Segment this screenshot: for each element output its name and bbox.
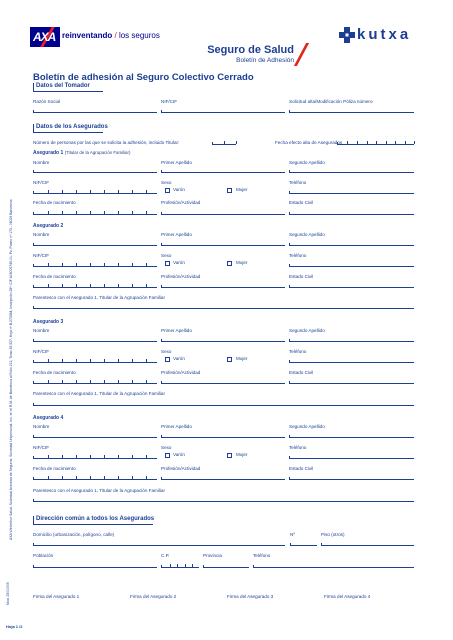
piso-field[interactable] [321, 543, 414, 546]
section-heading: Dirección común a todos los Asegurados [36, 516, 155, 522]
mujer-checkbox[interactable] [227, 188, 232, 193]
segundo-apellido-field[interactable] [289, 243, 414, 246]
label-estado-civil: Estado Civil [289, 370, 314, 375]
telefono-field[interactable] [289, 264, 414, 267]
provincia-field[interactable] [203, 565, 249, 568]
profesion-field[interactable] [161, 285, 285, 288]
slogan-bold: reinventando [62, 31, 113, 40]
label-piso: Piso (otros) [321, 532, 345, 537]
section-heading: Datos de los Asegurados [36, 124, 108, 130]
asegurado-4-heading: Asegurado 4 [33, 415, 64, 421]
label-parentesco: Parentesco con el Asegurado 1, Titular de la Agrupación Familiar [33, 391, 166, 396]
label-solicitud: Solicitud alta/Modificación Póliza número [289, 99, 373, 104]
label-razon-social: Razón Social [33, 99, 61, 104]
profesion-field[interactable] [161, 212, 285, 215]
label-telefono: Teléfono [289, 180, 307, 185]
nombre-field[interactable] [33, 243, 157, 246]
nif-field[interactable] [33, 360, 157, 363]
label-sexo: Sexo [161, 180, 172, 185]
product-subtitle: Boletín de Adhesión [236, 57, 294, 64]
solicitud-field[interactable] [289, 110, 414, 113]
firma-asegurado-2: Firma del Asegurado 2 [130, 594, 177, 599]
kutxa-wordmark: kutxa [357, 26, 412, 43]
label-telefono: Teléfono [289, 349, 307, 354]
section-heading: Datos del Tomador [36, 83, 90, 89]
asegurado-1-note: (Titular de la Agrupación Familiar) [64, 150, 131, 155]
label-segundo-apellido: Segundo Apellido [289, 424, 325, 429]
legal-sidebar [4, 100, 14, 570]
label-provincia: Provincia [203, 553, 222, 558]
primer-apellido-field[interactable] [161, 435, 285, 438]
label-nombre: Nombre [33, 328, 50, 333]
label-varon: Varón [173, 356, 185, 361]
fecha-nacimiento-field[interactable] [33, 477, 157, 480]
estado-civil-field[interactable] [289, 477, 414, 480]
label-segundo-apellido: Segundo Apellido [289, 160, 325, 165]
firma-asegurado-1: Firma del Asegurado 1 [33, 594, 80, 599]
asegurado-1-title: Asegurado 1 [33, 150, 64, 156]
fecha-nacimiento-field[interactable] [33, 285, 157, 288]
varon-checkbox[interactable] [165, 261, 170, 266]
nif-field[interactable] [33, 191, 157, 194]
label-nombre: Nombre [33, 232, 50, 237]
label-mujer: Mujer [236, 187, 248, 192]
label-primer-apellido: Primer Apellido [161, 232, 192, 237]
label-cp: C.P. [161, 553, 170, 558]
asegurado-1-heading [33, 150, 130, 156]
segundo-apellido-field[interactable] [289, 170, 414, 173]
label-fecha-nacimiento: Fecha de nacimiento [33, 274, 76, 279]
label-profesion: Profesión/Actividad [161, 200, 201, 205]
slogan-rest: los seguros [118, 31, 160, 40]
label-nif: NIF/CIF [33, 349, 50, 354]
label-numero: Nº [290, 532, 295, 537]
label-sexo: Sexo [161, 253, 172, 258]
domicilio-field[interactable] [33, 543, 285, 546]
mujer-checkbox[interactable] [227, 357, 232, 362]
form-reference: Mod. 25000/09 [6, 582, 10, 605]
label-varon: Varón [173, 187, 185, 192]
firma-asegurado-3: Firma del Asegurado 3 [227, 594, 274, 599]
fecha-nacimiento-field[interactable] [33, 212, 157, 215]
cp-field[interactable] [161, 565, 199, 568]
nif-field[interactable] [33, 264, 157, 267]
label-nif: NIF/CIF [33, 445, 50, 450]
red-slash-decoration [294, 43, 309, 66]
label-fecha-nacimiento: Fecha de nacimiento [33, 200, 76, 205]
label-sexo: Sexo [161, 349, 172, 354]
label-domicilio: Domicilio (urbanización, polígono, calle) [33, 532, 115, 537]
label-mujer: Mujer [236, 452, 248, 457]
label-nombre: Nombre [33, 160, 50, 165]
profesion-field[interactable] [161, 381, 285, 384]
section-tomador [33, 83, 103, 92]
nombre-field[interactable] [33, 170, 157, 173]
label-fecha-nacimiento: Fecha de nacimiento [33, 466, 76, 471]
label-telefono: Teléfono [289, 253, 307, 258]
label-telefono: Teléfono [253, 553, 271, 558]
fecha-nacimiento-field[interactable] [33, 381, 157, 384]
nif-field[interactable] [33, 456, 157, 459]
estado-civil-field[interactable] [289, 212, 414, 215]
parentesco-field[interactable] [33, 306, 414, 309]
product-title: Seguro de Salud [207, 44, 294, 56]
estado-civil-field[interactable] [289, 381, 414, 384]
segundo-apellido-field[interactable] [289, 435, 414, 438]
page-number: Hoja 1 /2 [6, 624, 23, 629]
mujer-checkbox[interactable] [227, 261, 232, 266]
label-parentesco: Parentesco con el Asegurado 1, Titular de la Agrupación Familiar [33, 295, 166, 300]
label-sexo: Sexo [161, 445, 172, 450]
label-nif: NIF/CIF [33, 253, 50, 258]
segundo-apellido-field[interactable] [289, 339, 414, 342]
primer-apellido-field[interactable] [161, 243, 285, 246]
primer-apellido-field[interactable] [161, 339, 285, 342]
axa-logo [30, 27, 60, 47]
legal-text: AXA Winterthur Salud, Sociedad Anónima de Seguros. Sociedad Unipersonal. Inc. en el R.M. de Barcelona al Folio 212, Tomo 35.527, Hoja nº B-273384, Inscripción 28ª. CIF A08005749-01. Pz. Paseo nº 173 - 08029 Barcelona [9, 199, 13, 540]
poblacion-field[interactable] [33, 565, 157, 568]
label-nif-tomador: NIF/CIF [161, 99, 178, 104]
label-mujer: Mujer [236, 356, 248, 361]
label-varon: Varón [173, 452, 185, 457]
label-segundo-apellido: Segundo Apellido [289, 232, 325, 237]
label-profesion: Profesión/Actividad [161, 370, 201, 375]
label-primer-apellido: Primer Apellido [161, 424, 192, 429]
slogan [62, 31, 160, 40]
section-direccion [33, 516, 153, 525]
label-primer-apellido: Primer Apellido [161, 328, 192, 333]
firma-asegurado-4: Firma del Asegurado 4 [324, 594, 371, 599]
axa-logo-text: AXA [33, 30, 56, 44]
nombre-field[interactable] [33, 435, 157, 438]
telefono-field[interactable] [289, 456, 414, 459]
nombre-field[interactable] [33, 339, 157, 342]
asegurado-3-heading: Asegurado 3 [33, 319, 64, 325]
varon-checkbox[interactable] [165, 453, 170, 458]
slogan-slash: / [114, 31, 117, 40]
parentesco-field[interactable] [33, 499, 414, 502]
label-nif: NIF/CIF [33, 180, 50, 185]
estado-civil-field[interactable] [289, 285, 414, 288]
label-varon: Varón [173, 260, 185, 265]
label-num-personas: Número de personas por las que se solicita la adhesión, incluido Titular: [33, 140, 180, 145]
fecha-efecto-field[interactable] [337, 142, 414, 145]
telefono-field[interactable] [253, 565, 414, 568]
label-poblacion: Población [33, 553, 54, 558]
parentesco-field[interactable] [33, 403, 414, 406]
page-title: Boletín de adhesión al Seguro Colectivo Cerrado [33, 72, 254, 83]
label-mujer: Mujer [236, 260, 248, 265]
label-telefono: Teléfono [289, 445, 307, 450]
label-profesion: Profesión/Actividad [161, 274, 201, 279]
label-parentesco: Parentesco con el Asegurado 1, Titular de la Agrupación Familiar [33, 488, 166, 493]
label-fecha-nacimiento: Fecha de nacimiento [33, 370, 76, 375]
numero-field[interactable] [290, 543, 317, 546]
telefono-field[interactable] [289, 191, 414, 194]
label-primer-apellido: Primer Apellido [161, 160, 192, 165]
num-personas-field[interactable] [212, 142, 236, 145]
label-estado-civil: Estado Civil [289, 200, 314, 205]
label-fecha-efecto: Fecha efecto alta de Asegurados [275, 140, 343, 145]
nif-tomador-field[interactable] [161, 110, 285, 113]
asegurado-2-heading: Asegurado 2 [33, 223, 64, 229]
varon-checkbox[interactable] [165, 188, 170, 193]
label-nombre: Nombre [33, 424, 50, 429]
section-asegurados [33, 124, 108, 133]
razon-social-field[interactable] [33, 110, 157, 113]
kutxa-logo-icon [339, 27, 355, 43]
telefono-field[interactable] [289, 360, 414, 363]
varon-checkbox[interactable] [165, 357, 170, 362]
primer-apellido-field[interactable] [161, 170, 285, 173]
label-estado-civil: Estado Civil [289, 274, 314, 279]
profesion-field[interactable] [161, 477, 285, 480]
label-segundo-apellido: Segundo Apellido [289, 328, 325, 333]
mujer-checkbox[interactable] [227, 453, 232, 458]
label-profesion: Profesión/Actividad [161, 466, 201, 471]
label-estado-civil: Estado Civil [289, 466, 314, 471]
